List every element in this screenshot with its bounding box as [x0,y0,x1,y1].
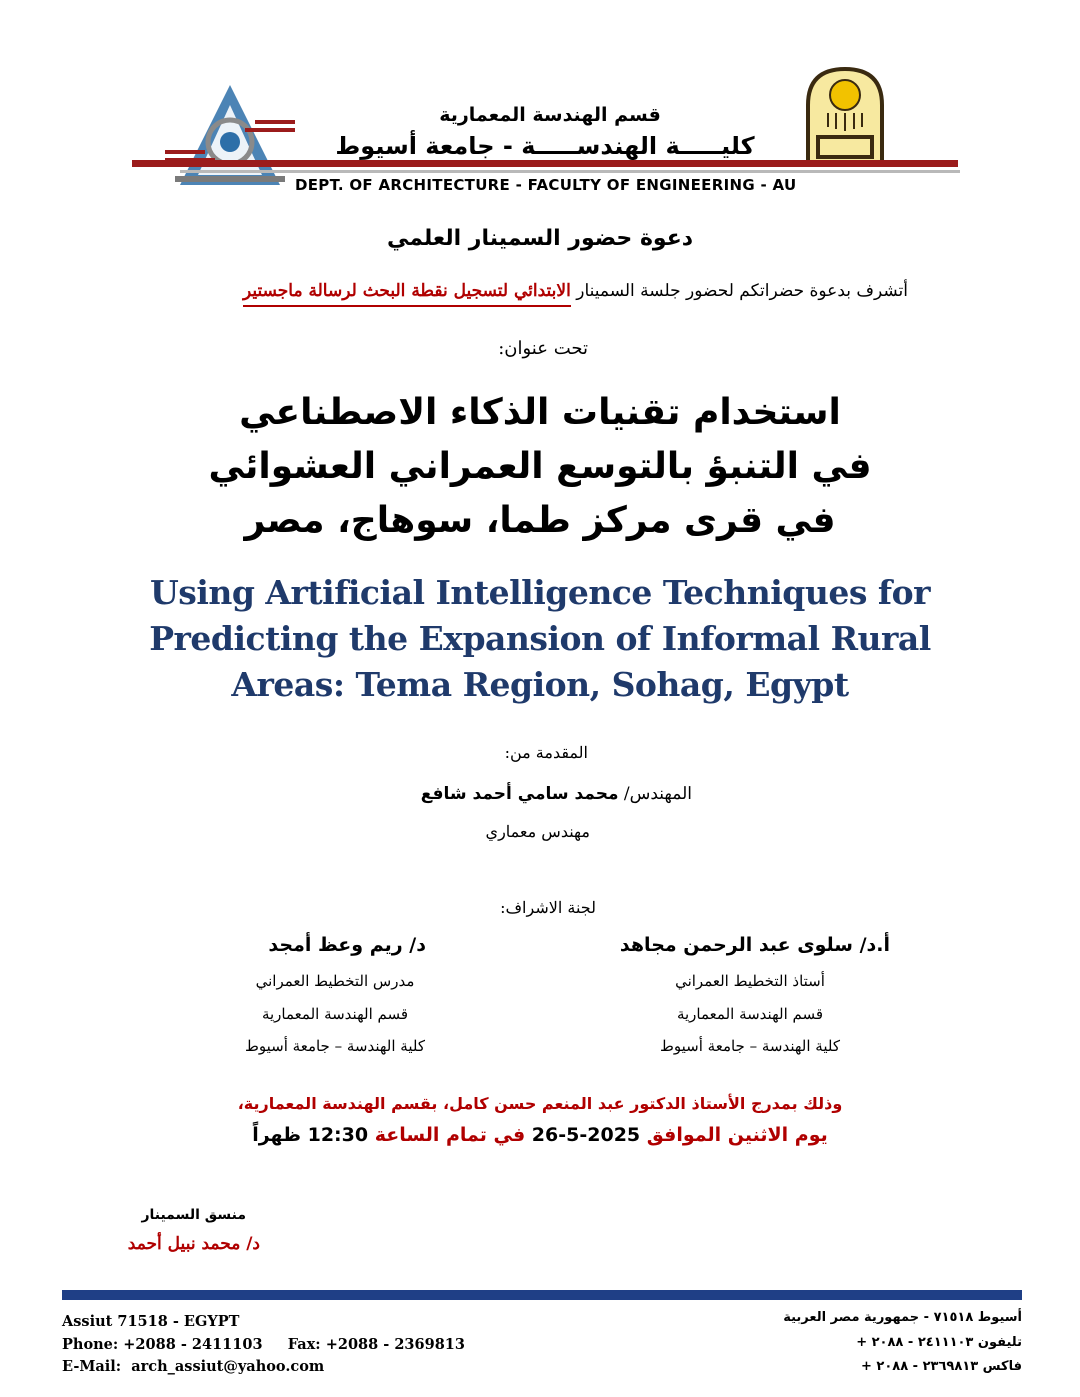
presenter-title: مهندس معماري [485,822,590,841]
footer-email[interactable]: E-Mail: arch_assiut@yahoo.com [62,1358,325,1375]
invitation-intro [243,281,908,301]
thesis-title-arabic-line-1: استخدام تقنيات الذكاء الاصطناعي [239,392,841,433]
invitation-title: دعوة حضور السمينار العلمي [386,226,694,251]
header-divider-shadow [180,170,960,173]
supervisor-2-department: قسم الهندسة المعمارية [261,1005,409,1023]
coordinator-label: منسق السمينار [141,1207,246,1223]
supervisor-2-rank: مدرس التخطيط العمراني [255,972,415,990]
event-day: يوم الاثنين الموافق [646,1124,828,1146]
footer-fax-arabic: فاكس ٢٣٦٩٨١٣ - ٢٠٨٨ + [860,1359,1022,1374]
supervisor-2-faculty: كلية الهندسة – جامعة أسيوط [245,1037,425,1055]
thesis-title-english-line-1: Using Artificial Intelligence Techniques for [149,573,930,612]
supervisor-2-name: د/ ريم وعظ أمجد [268,934,426,956]
faculty-name-arabic: كليـــــة الهندســـــة - جامعة أسيوط [335,132,755,160]
header-divider [132,160,958,167]
presenter-prefix: المهندس/ [623,784,692,804]
under-title-label: تحت عنوان: [498,338,588,359]
department-name-english: DEPT. OF ARCHITECTURE - FACULTY OF ENGINEERING - AU [295,176,797,194]
faculty-of-engineering-logo [160,80,300,190]
intro-plain-text: أتشرف بدعوة حضراتكم لحضور جلسة السمينار [576,281,908,301]
supervisor-1-department: قسم الهندسة المعمارية [676,1005,824,1023]
footer-phone-fax-english: Phone: +2088 - 2411103 Fax: +2088 - 2369813 [62,1336,465,1353]
committee-label: لجنة الاشراف: [500,898,596,917]
coordinator-name: د/ محمد نبيل أحمد [127,1234,260,1254]
footer-divider [62,1290,1022,1300]
footer-address-english: Assiut 71518 - EGYPT [62,1313,240,1330]
event-date-line [0,1124,1080,1146]
supervisor-1-faculty: كلية الهندسة – جامعة أسيوط [660,1037,840,1055]
intro-highlight-text: الابتدائي لتسجيل نقطة البحث لرسالة ماجستير [243,281,571,307]
presented-by-label: المقدمة من: [504,743,588,762]
footer-address-arabic: أسيوط ٧١٥١٨ - جمهورية مصر العربية [783,1310,1022,1325]
event-venue: وذلك بمدرج الأستاذ الدكتور عبد المنعم حسن كامل، بقسم الهندسة المعمارية، [237,1094,843,1113]
thesis-title-english-line-2: Predicting the Expansion of Informal Rural [149,619,931,658]
thesis-title-arabic-line-2: في التنبؤ بالتوسع العمراني العشوائي [208,446,872,487]
thesis-title-arabic-line-3: في قرى مركز طما، سوهاج، مصر [244,500,836,541]
presenter-line [421,784,692,804]
event-date: 2025-5-26 [531,1124,641,1146]
assiut-university-logo [800,65,890,165]
supervisor-1-name: أ.د/ سلوى عبد الرحمن مجاهد [619,934,890,956]
presenter-name: محمد سامي أحمد شافع [420,784,619,804]
supervisor-1-rank: أستاذ التخطيط العمراني [675,972,825,990]
event-at: في تمام الساعة [374,1124,526,1146]
footer-phone-arabic: تليفون ٢٤١١١٠٣ - ٢٠٨٨ + [856,1335,1022,1350]
event-time: 12:30 ظهراً [252,1124,369,1146]
thesis-title-english-line-3: Areas: Tema Region, Sohag, Egypt [231,665,849,704]
department-name-arabic: قسم الهندسة المعمارية [439,104,661,126]
